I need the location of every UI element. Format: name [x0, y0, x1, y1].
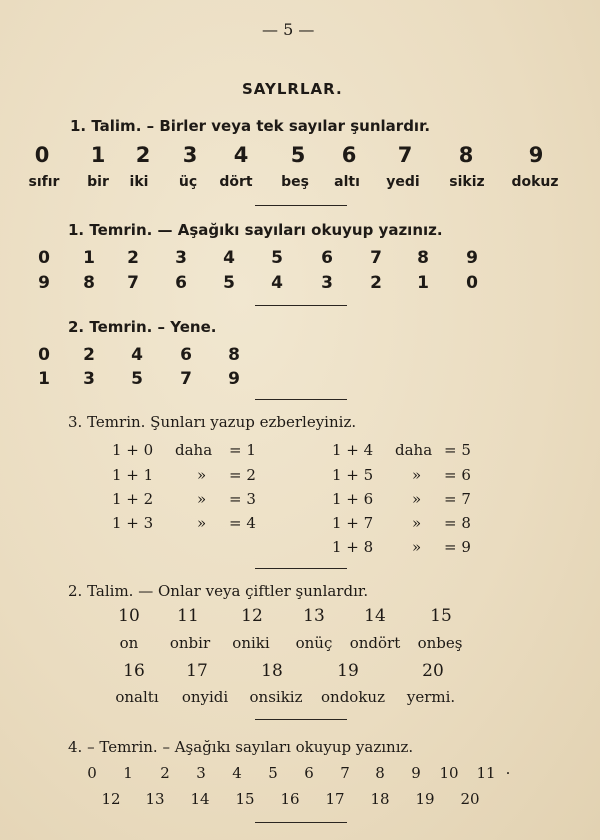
addition-word: »: [412, 514, 422, 532]
addition-expression: 1 + 2: [112, 490, 154, 508]
number: 3: [175, 248, 187, 268]
addition-expression: 1 + 7: [332, 514, 374, 532]
number: 1: [417, 273, 429, 293]
digit-word: sıfır: [28, 174, 60, 190]
addition-expression: 1 + 3: [112, 514, 154, 532]
digit-word: dört: [219, 174, 253, 190]
number: 15: [235, 790, 255, 808]
number: 5: [271, 248, 283, 268]
section-1-heading: 1. Talim. – Birler veya tek sayılar şunlardır.: [70, 117, 431, 135]
section-5-heading: 2. Talim. — Onlar veya çiftler şunlardır.: [68, 582, 369, 600]
number: 10: [439, 764, 459, 782]
section-6-heading: 4. – Temrin. – Aşağıkı sayıları okuyup yazınız.: [68, 738, 414, 756]
number: 18: [370, 790, 390, 808]
addition-word: »: [412, 490, 422, 508]
addition-word: »: [197, 466, 207, 484]
addition-result: = 4: [229, 514, 256, 532]
number: 3: [83, 369, 95, 389]
digit: 5: [290, 143, 306, 167]
digit: 6: [341, 143, 357, 167]
number-word: onüç: [295, 634, 333, 652]
number: 9: [466, 248, 478, 268]
section-3-heading: 2. Temrin. – Yene.: [68, 318, 217, 336]
exercise-4-row-2: [0, 790, 600, 814]
number-word: onyidi: [181, 688, 229, 706]
addition-word: »: [197, 514, 207, 532]
addition-word: »: [412, 466, 422, 484]
number: 15: [430, 606, 452, 626]
addition-expression: 1 + 4: [332, 441, 374, 459]
addition-result: = 7: [444, 490, 471, 508]
number: 9: [411, 764, 421, 782]
number-word: onaltı: [115, 688, 159, 706]
digit-words-row: [0, 174, 600, 198]
exercise-2-row-1: [0, 345, 600, 369]
addition-expression: 1 + 5: [332, 466, 374, 484]
number: 7: [180, 369, 192, 389]
digit-word: sikiz: [449, 174, 485, 190]
number: 6: [175, 273, 187, 293]
number-word: on: [119, 634, 139, 652]
addition-result: = 8: [444, 514, 471, 532]
number: 9: [228, 369, 240, 389]
page-number: — 5 —: [262, 20, 315, 39]
digit: 8: [458, 143, 474, 167]
number: 12: [241, 606, 263, 626]
number: 19: [415, 790, 435, 808]
number: 8: [417, 248, 429, 268]
number: 1: [38, 369, 50, 389]
digit: 0: [34, 143, 50, 167]
tens-words-row-2: [0, 688, 600, 712]
number: 8: [228, 345, 240, 365]
addition-expression: 1 + 8: [332, 538, 374, 556]
digit-word: bir: [87, 174, 109, 190]
exercise-1-row-1: [0, 248, 600, 272]
number: 4: [232, 764, 242, 782]
addition-expression: 1 + 1: [112, 466, 154, 484]
number: 2: [83, 345, 95, 365]
number: 14: [364, 606, 386, 626]
row-end-dot: ·: [505, 764, 511, 782]
number: 20: [422, 661, 444, 681]
page-title: SAYLRLAR.: [242, 80, 343, 98]
digit: 2: [135, 143, 151, 167]
number: 8: [375, 764, 385, 782]
section-2-heading: 1. Temrin. — Aşağıkı sayıları okuyup yazınız.: [68, 221, 443, 239]
number: 0: [87, 764, 97, 782]
number: 5: [223, 273, 235, 293]
addition-expression: 1 + 0: [112, 441, 154, 459]
divider: [255, 568, 347, 569]
number: 4: [271, 273, 283, 293]
divider: [255, 305, 347, 306]
number: 0: [466, 273, 478, 293]
number: 11: [177, 606, 199, 626]
divider: [255, 205, 347, 206]
exercise-4-row-1: [0, 764, 600, 788]
number: 9: [38, 273, 50, 293]
digit-word: altı: [334, 174, 360, 190]
number: 13: [303, 606, 325, 626]
number: 0: [38, 345, 50, 365]
number: 0: [38, 248, 50, 268]
digit: 1: [90, 143, 106, 167]
number: 4: [131, 345, 143, 365]
digit: 3: [182, 143, 198, 167]
number: 4: [223, 248, 235, 268]
number: 7: [127, 273, 139, 293]
number-word: onbir: [169, 634, 211, 652]
number: 3: [196, 764, 206, 782]
number: 10: [118, 606, 140, 626]
divider: [255, 719, 347, 720]
digit: 9: [528, 143, 544, 167]
exercise-2-row-2: [0, 369, 600, 393]
number: 17: [186, 661, 208, 681]
number-word: oniki: [232, 634, 270, 652]
number: 20: [460, 790, 480, 808]
number: 1: [83, 248, 95, 268]
number-word: yermi.: [406, 688, 456, 706]
number: 2: [160, 764, 170, 782]
number-word: ondört: [349, 634, 401, 652]
number: 1: [123, 764, 133, 782]
number: 12: [101, 790, 121, 808]
addition-result: = 9: [444, 538, 471, 556]
number: 17: [325, 790, 345, 808]
number: 2: [370, 273, 382, 293]
exercise-1-row-2: [0, 273, 600, 297]
tens-words-row-1: [0, 634, 600, 658]
digit-word: yedi: [386, 174, 420, 190]
digit-word: dokuz: [511, 174, 559, 190]
addition-result: = 5: [444, 441, 471, 459]
number: 7: [370, 248, 382, 268]
digit: 4: [233, 143, 249, 167]
number: 16: [280, 790, 300, 808]
number: 2: [127, 248, 139, 268]
number: 5: [268, 764, 278, 782]
addition-word: daha: [175, 441, 213, 459]
number: 19: [337, 661, 359, 681]
addition-result: = 2: [229, 466, 256, 484]
number: 8: [83, 273, 95, 293]
addition-word: »: [412, 538, 422, 556]
number: 5: [131, 369, 143, 389]
number: 6: [304, 764, 314, 782]
divider: [255, 822, 347, 823]
digit-word: beş: [281, 174, 309, 190]
divider: [255, 399, 347, 400]
addition-expression: 1 + 6: [332, 490, 374, 508]
addition-word: daha: [395, 441, 433, 459]
digit: 7: [397, 143, 413, 167]
digits-row: [0, 143, 600, 167]
number: 6: [180, 345, 192, 365]
number: 18: [261, 661, 283, 681]
addition-result: = 1: [229, 441, 256, 459]
number: 3: [321, 273, 333, 293]
addition-word: »: [197, 490, 207, 508]
number: 14: [190, 790, 210, 808]
addition-result: = 6: [444, 466, 471, 484]
number: 7: [340, 764, 350, 782]
number: 13: [145, 790, 165, 808]
tens-row-2: [0, 661, 600, 685]
digit-word: üç: [178, 174, 198, 190]
addition-result: = 3: [229, 490, 256, 508]
section-4-heading: 3. Temrin. Şunları yazup ezberleyiniz.: [68, 413, 357, 431]
number-word: ondokuz: [321, 688, 385, 706]
number: 11: [476, 764, 496, 782]
number-word: onsikiz: [249, 688, 303, 706]
number: 6: [321, 248, 333, 268]
tens-row-1: [0, 606, 600, 630]
digit-word: iki: [129, 174, 149, 190]
number-word: onbeş: [417, 634, 463, 652]
number: 16: [123, 661, 145, 681]
